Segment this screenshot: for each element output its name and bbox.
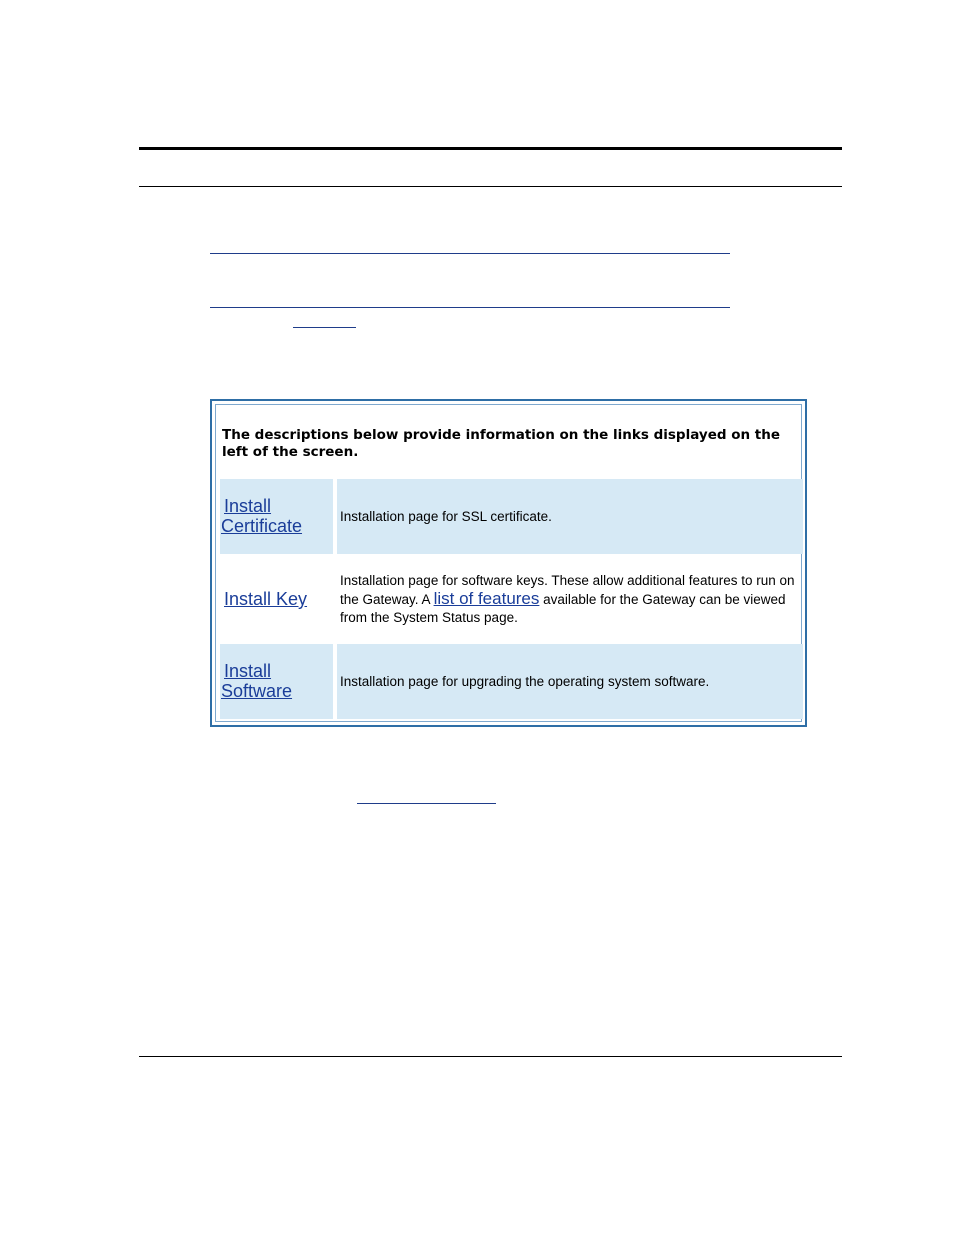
panel-inner-border xyxy=(215,404,802,722)
install-software-description: Installation page for upgrading the operating system software. xyxy=(340,674,710,689)
install-certificate-link-line1[interactable]: Install xyxy=(224,496,272,516)
row-install-certificate xyxy=(220,479,803,554)
install-key-link[interactable]: Install Key xyxy=(224,589,308,609)
list-of-features-link[interactable]: list of features xyxy=(433,589,540,608)
maintenance-panel-screenshot xyxy=(210,399,807,727)
row-link-cell xyxy=(220,558,333,640)
footer-rule xyxy=(139,1056,842,1057)
row-link-cell xyxy=(220,479,333,554)
link-underline-4[interactable] xyxy=(357,803,496,804)
install-key-description-text-end: available for the Gateway can be viewed from the System Status page. xyxy=(340,592,786,625)
install-key-description xyxy=(340,572,795,627)
row-link-cell xyxy=(220,644,333,719)
row-description-cell xyxy=(337,479,803,554)
install-certificate-link-line2[interactable]: Certificate xyxy=(221,516,303,536)
install-key-description-text: Installation page for software keys. These allow additional features to run on the Gateway. A xyxy=(340,573,795,607)
row-description-cell xyxy=(337,558,803,640)
header-rule-thin xyxy=(139,186,842,187)
row-install-software xyxy=(220,644,803,719)
install-software-link-line2[interactable]: Software xyxy=(221,681,293,701)
row-install-key xyxy=(220,558,803,640)
panel-title: The descriptions below provide information on the links displayed on the left of the screen. xyxy=(222,427,781,460)
link-underline-1[interactable] xyxy=(210,253,730,254)
link-underline-2[interactable] xyxy=(210,307,730,308)
install-software-link-line1[interactable]: Install xyxy=(224,661,272,681)
install-certificate-description: Installation page for SSL certificate. xyxy=(340,509,552,524)
link-underline-3[interactable] xyxy=(293,327,356,328)
header-rule-thick xyxy=(139,147,842,150)
row-description-cell xyxy=(337,644,803,719)
